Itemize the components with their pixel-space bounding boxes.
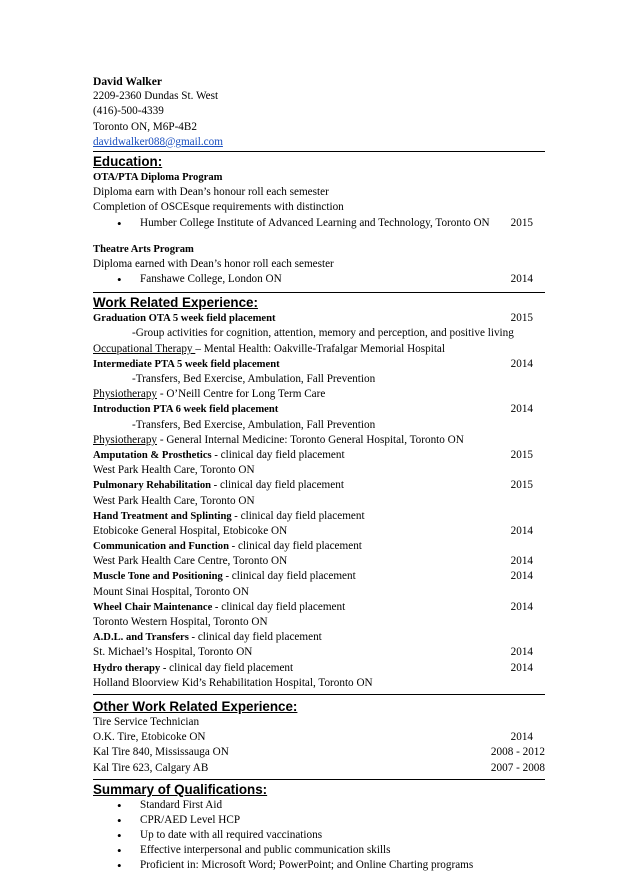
- placement-type: clinical day field placement: [237, 509, 365, 522]
- field-name: Occupational Therapy: [93, 342, 196, 355]
- divider: [93, 779, 545, 780]
- employer: O.K. Tire, Etobicoke ON: [93, 731, 206, 744]
- year: 2008 - 2012: [490, 746, 545, 759]
- qualification-text: Up to date with all required vaccinations: [140, 829, 323, 842]
- program-detail: Diploma earn with Dean’s honour roll each semester: [93, 186, 329, 199]
- program-detail: Diploma earned with Dean’s honor roll each semester: [93, 257, 334, 270]
- street-address: 2209-2360 Dundas St. West: [93, 90, 219, 103]
- phone-number: (416)-500-4339: [93, 105, 164, 118]
- placement-site: West Park Health Care, Toronto ON: [93, 494, 255, 507]
- year: 2015: [510, 448, 533, 461]
- placement-desc: -Transfers, Bed Exercise, Ambulation, Fall Prevention: [132, 418, 376, 431]
- field-name: Physiotherapy: [93, 388, 158, 401]
- placement-site: Etobicoke General Hospital, Etobicoke ON: [93, 524, 288, 537]
- year: 2007 - 2008: [490, 761, 545, 774]
- year: 2014: [510, 403, 533, 416]
- email-link[interactable]: davidwalker088@gmail.com: [93, 135, 223, 148]
- qualification-item: [93, 843, 545, 858]
- city-address: Toronto ON, M6P-4B2: [93, 120, 197, 133]
- placement-title: Hand Treatment and Splinting -: [93, 510, 238, 522]
- field-name: Physiotherapy: [93, 433, 158, 446]
- year: 2014: [510, 570, 533, 583]
- placement-type: clinical day field placement: [195, 631, 322, 644]
- placement-site: Toronto Western Hospital, Toronto ON: [93, 616, 268, 628]
- placement-title: Introduction PTA 6 week field placement: [93, 404, 279, 416]
- placement-type: clinical day field placement: [217, 448, 345, 461]
- divider: [93, 292, 545, 293]
- placement-title: Graduation OTA 5 week field placement: [93, 313, 276, 325]
- placement-title: Intermediate PTA 5 week field placement: [93, 358, 280, 370]
- placement-site: St. Michael’s Hospital, Toronto ON: [93, 646, 253, 659]
- qualification-text: Standard First Aid: [140, 798, 223, 811]
- qualification-item: [93, 828, 545, 843]
- qualification-item: [93, 798, 545, 813]
- placement-title: Wheel Chair Maintenance -: [93, 601, 219, 613]
- year: 2015: [510, 312, 533, 325]
- placement-type: clinical day field placement: [228, 570, 356, 583]
- placement-site: Mount Sinai Hospital, Toronto ON: [93, 585, 249, 598]
- placement-type: clinical day field placement: [217, 479, 344, 492]
- qualification-text: CPR/AED Level HCP: [140, 813, 241, 826]
- qualification-text: Proficient in: Microsoft Word; PowerPoint; and Online Charting programs: [140, 859, 474, 872]
- placement-site: – Mental Health: Oakville-Trafalgar Memorial Hospital: [195, 342, 445, 355]
- employer: Kal Tire 840, Mississauga ON: [93, 746, 229, 759]
- placement-site: - O’Neill Centre for Long Term Care: [157, 388, 326, 401]
- other-work-heading: Other Work Related Experience:: [93, 698, 298, 714]
- school-bullet: [93, 216, 545, 231]
- year: 2014: [510, 555, 533, 568]
- education-heading: Education:: [93, 153, 163, 169]
- placement-title: Communication and Function -: [93, 541, 236, 553]
- year: 2015: [510, 216, 533, 229]
- divider: [93, 151, 545, 152]
- placement-type: clinical day field placement: [166, 661, 294, 674]
- job-role: Tire Service Technician: [93, 715, 200, 728]
- qualification-text: Effective interpersonal and public communication skills: [140, 844, 391, 857]
- placement-title: Amputation & Prosthetics -: [93, 449, 218, 461]
- placement-title: Muscle Tone and Positioning -: [93, 571, 229, 583]
- placement-title: Pulmonary Rehabilitation -: [93, 480, 218, 492]
- placement-type: clinical day field placement: [235, 540, 362, 553]
- resume-page: [93, 74, 545, 874]
- applicant-name: David Walker: [93, 75, 163, 88]
- placement-title: Hydro therapy -: [93, 662, 167, 674]
- divider: [93, 694, 545, 695]
- year: 2014: [510, 600, 533, 613]
- placement-desc: -Transfers, Bed Exercise, Ambulation, Fall Prevention: [132, 373, 376, 385]
- year: 2015: [510, 479, 533, 492]
- placement-site: Holland Bloorview Kid’s Rehabilitation Hospital, Toronto ON: [93, 676, 373, 689]
- year: 2014: [510, 661, 533, 674]
- summary-heading: Summary of Qualifications:: [93, 781, 268, 797]
- year: 2014: [510, 357, 533, 370]
- year: 2014: [510, 273, 533, 286]
- work-heading: Work Related Experience:: [93, 295, 258, 311]
- placement-title: A.D.L. and Transfers -: [93, 632, 196, 644]
- placement-type: clinical day field placement: [218, 600, 346, 613]
- placement-desc: -Group activities for cognition, attention, memory and perception, and positive living: [132, 327, 514, 340]
- year: 2014: [510, 731, 533, 744]
- year: 2014: [510, 524, 533, 537]
- qualification-item: [93, 858, 545, 873]
- school-name: Fanshawe College, London ON: [140, 273, 282, 286]
- placement-site: West Park Health Care Centre, Toronto ON: [93, 555, 288, 568]
- placement-site: - General Internal Medicine: Toronto General Hospital, Toronto ON: [157, 433, 464, 446]
- employer: Kal Tire 623, Calgary AB: [93, 761, 209, 774]
- program-detail: Completion of OSCEsque requirements with distinction: [93, 201, 344, 214]
- program-title: Theatre Arts Program: [93, 243, 194, 255]
- year: 2014: [510, 646, 533, 659]
- school-name: Humber College Institute of Advanced Learning and Technology, Toronto ON: [140, 216, 490, 229]
- program-title: OTA/PTA Diploma Program: [93, 171, 223, 183]
- school-bullet: [93, 272, 545, 287]
- placement-site: West Park Health Care, Toronto ON: [93, 464, 255, 477]
